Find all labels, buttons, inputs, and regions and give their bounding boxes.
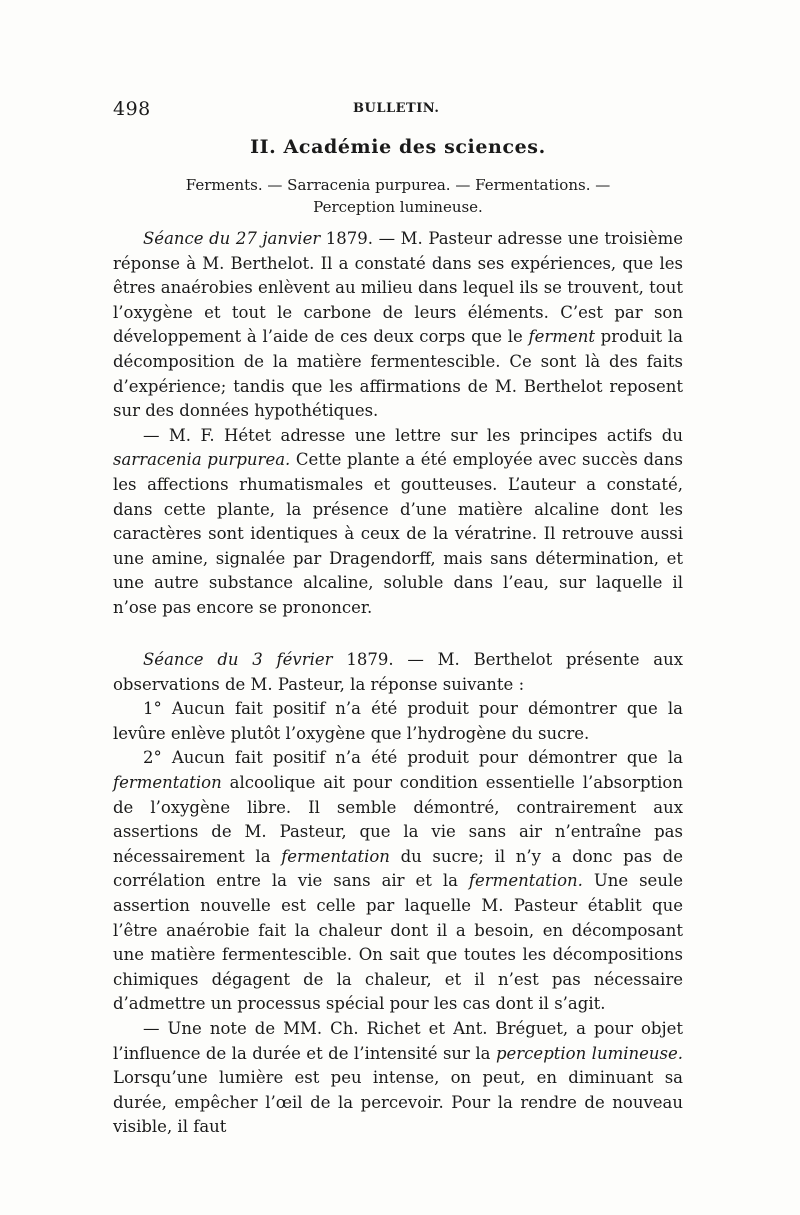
italic-term: sarracenia purpurea. [113,450,291,470]
section-summary [113,174,683,218]
paragraph-text: Cette plante a été employée avec succès dans les affections rhumatismales et goutteuses. L’auteur a constaté, dans cette plante, la présence d’une matière alcaline dont les caractères sont identiques à ceux de la vératrine. Il retrouve aussi une amine, signalée par Dragendorff, mais sans détermination, et une autre substance alcaline, soluble dans l’eau, sur laquelle il n’ose pas encore se prononcer. [113,450,683,617]
section-heading: II. Académie des sciences. [250,136,546,158]
text-block-second [113,648,683,1140]
italic-term: fermentation [281,846,390,866]
paragraph-text: — Une note de MM. Ch. Richet et Ant. Bréguet, a pour objet l’influence de la durée et de l’intensité sur la [113,1018,683,1063]
running-title: BULLETIN. [353,101,440,116]
italic-term: fermentation [113,772,222,792]
paragraph-hetet [113,424,683,621]
running-head [113,98,683,122]
paragraph-text: 1879. — M. Berthelot présente aux observations de M. Pasteur, la réponse suivante : [113,650,683,694]
paragraph-session-jan [113,227,683,424]
paragraph-session-feb [113,648,683,697]
paragraph-text: — M. F. Hétet adresse une lettre sur les principes actifs du [143,425,683,445]
paragraph-text: Lorsqu’une lumière est peu intense, on peut, en diminuant sa durée, empêcher l’œil de la percevoir. Pour la rendre de nouveau visible, il faut [113,1068,683,1137]
italic-term: perception lumineuse. [495,1043,683,1063]
paragraph-text: alcoolique ait pour condition essentielle l’absorption de l’oxygène libre. Il semble démontré, contrairement aux assertions de M. Pasteur, que la vie sans air n’entraîne pas nécessairement la [113,772,683,866]
session-label: Séance du 27 janvier [143,229,321,248]
paragraph-richet-breguet [113,1017,683,1140]
paragraph-text: du sucre; il n’y a donc pas de corrélation entre la vie sans air et la [113,846,683,891]
page-number: 498 [113,98,151,120]
summary-line-1: Ferments. — Sarracenia purpurea. — Fermentations. — [185,176,611,194]
italic-term: ferment [528,327,595,347]
text-block-first [113,227,683,621]
session-label: Séance du 3 février [143,650,333,669]
paragraph-text: produit la décomposition de la matière fermentescible. Ce sont là des faits d’expérience; tandis que les affirmations de M. Berthelot reposent sur des données hypothétiques. [113,327,683,421]
paragraph-point-1 [113,697,683,746]
italic-term: fermentation. [468,871,583,891]
paragraph-text: 1879. — M. Pasteur adresse une troisième réponse à M. Berthelot. Il a constaté dans ses expériences, que les êtres anaérobies enlèvent au milieu dans lequel ils se trouvent, tout l’oxygène et tout le carbone de leurs éléments. C’est par son développement à l’aide de ces deux corps que le [113,229,683,347]
paragraph-text: 1° Aucun fait positif n’a été produit pour démontrer que la levûre enlève plutôt l’oxygène que l’hydrogène du sucre. [113,699,683,743]
paragraph-text: 2° Aucun fait positif n’a été produit pour démontrer que la [143,748,683,768]
paragraph-point-2 [113,746,683,1017]
paragraph-text: Une seule assertion nouvelle est celle par laquelle M. Pasteur établit que l’être anaérobie fait la chaleur dont il a besoin, en décomposant une matière fermentescible. On sait que toutes les décompositions chimiques dégagent de la chaleur, et il n’est pas nécessaire d’admettre un processus spécial pour les cas dont il s’agit. [113,871,683,1014]
summary-line-2: Perception lumineuse. [313,198,483,216]
